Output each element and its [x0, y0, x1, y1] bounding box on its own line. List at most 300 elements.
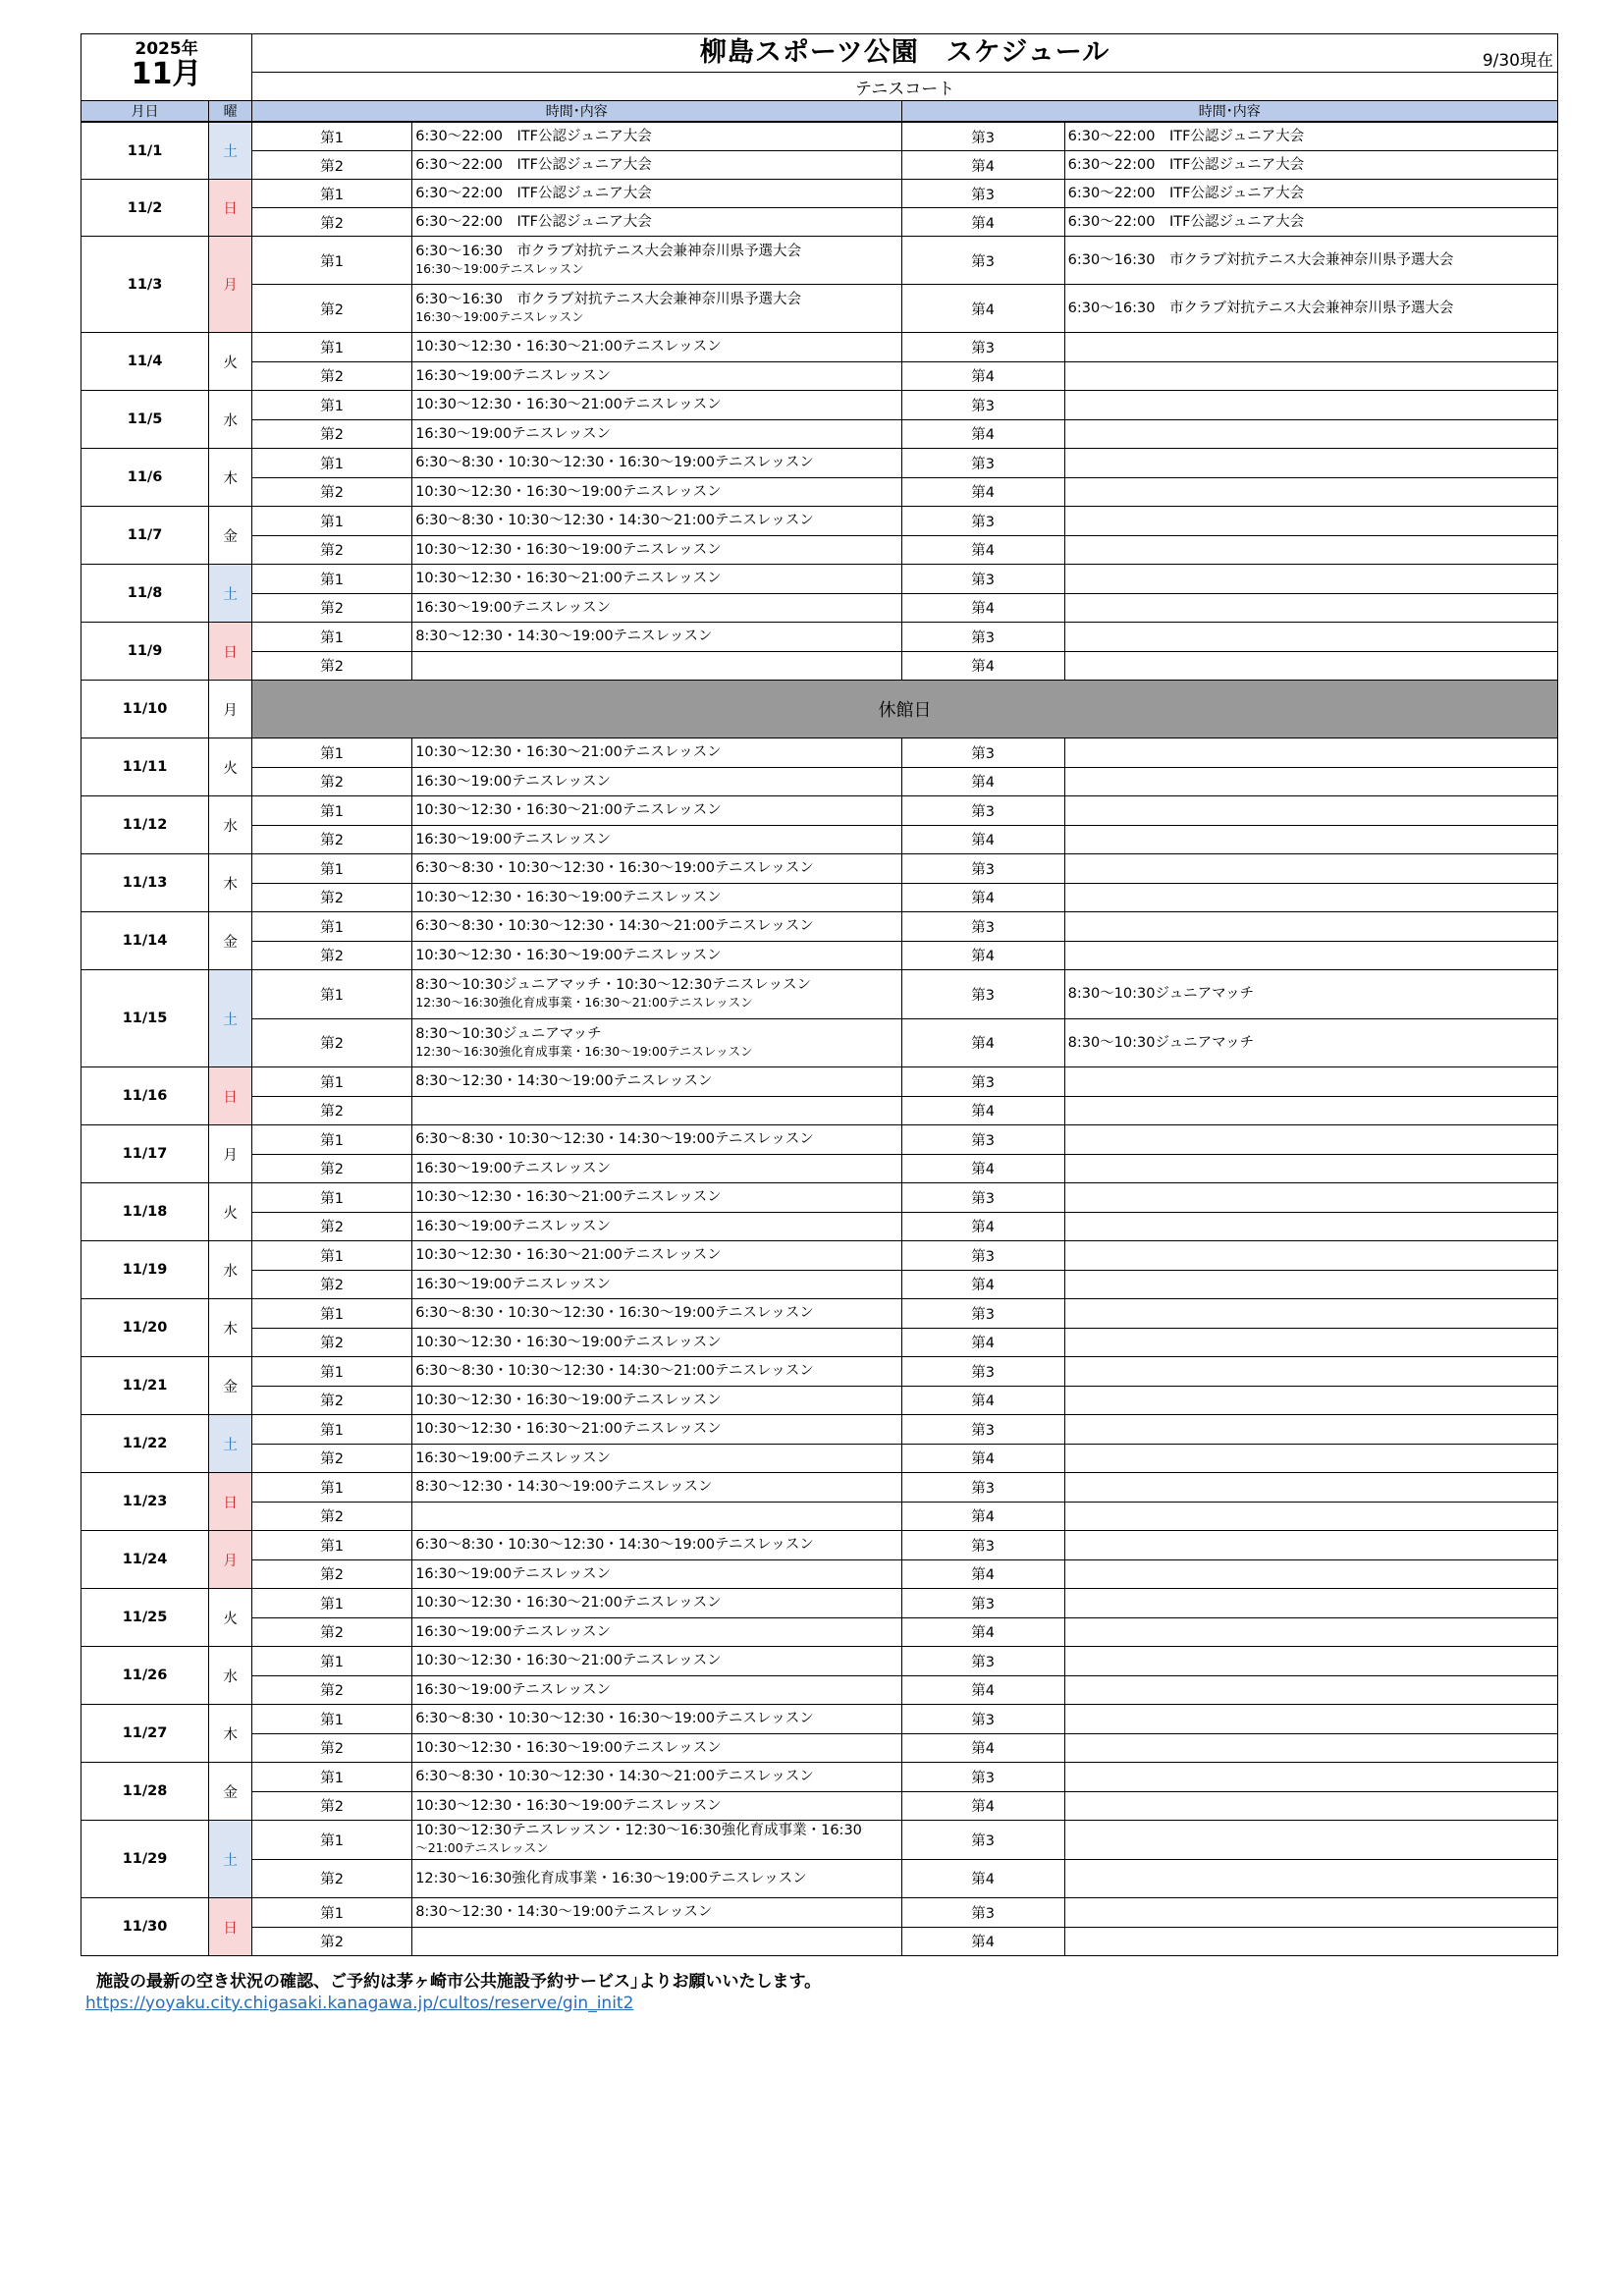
schedule-text: 16:30～19:00テニスレッスン — [415, 1160, 612, 1176]
court-schedule — [1064, 1559, 1557, 1589]
court-schedule — [1064, 1357, 1557, 1387]
schedule-text: 8:30～10:30ジュニアマッチ — [1067, 1034, 1255, 1051]
schedule-row — [81, 449, 1558, 478]
schedule-row — [81, 1357, 1558, 1387]
court-label: 第4 — [901, 535, 1064, 565]
court-label: 第3 — [901, 449, 1064, 478]
court-schedule — [1064, 623, 1557, 652]
court-schedule — [412, 825, 901, 854]
schedule-table — [81, 122, 1558, 1956]
court-schedule — [412, 623, 901, 652]
schedule-text: 10:30～12:30・16:30～21:00テニスレッスン — [415, 1247, 722, 1264]
schedule-text: 8:30～10:30ジュニアマッチ — [415, 1025, 602, 1042]
court-label: 第3 — [901, 738, 1064, 768]
court-schedule — [412, 1357, 901, 1387]
court-schedule — [1064, 825, 1557, 854]
court-label: 第4 — [901, 1675, 1064, 1705]
court-schedule — [1064, 419, 1557, 449]
year-label: 2025年 — [135, 39, 198, 59]
court-label: 第3 — [901, 1125, 1064, 1155]
schedule-text: 10:30～12:30・16:30～21:00テニスレッスン — [415, 339, 722, 355]
schedule-row — [81, 1270, 1558, 1299]
weekday-cell: 月 — [209, 237, 252, 333]
weekday-cell: 木 — [209, 449, 252, 507]
court-label: 第1 — [252, 854, 412, 884]
court-label: 第4 — [901, 1444, 1064, 1473]
court-label: 第4 — [901, 883, 1064, 912]
schedule-text: 16:30～19:00テニスレッスン — [415, 1449, 612, 1466]
court-label: 第1 — [252, 1357, 412, 1387]
court-label: 第1 — [252, 912, 412, 942]
court-schedule — [1064, 1241, 1557, 1271]
court-label: 第1 — [252, 507, 412, 536]
schedule-text: 16:30～19:00テニスレッスン — [415, 425, 612, 442]
closed-day-row — [81, 681, 1558, 738]
court-schedule — [412, 285, 901, 333]
date-cell: 11/26 — [81, 1647, 209, 1705]
schedule-text: 16:30～19:00テニスレッスン — [415, 1681, 612, 1698]
schedule-row — [81, 180, 1558, 208]
court-label: 第2 — [252, 1502, 412, 1531]
schedule-text: 10:30～12:30・16:30～19:00テニスレッスン — [415, 541, 722, 558]
court-label: 第1 — [252, 391, 412, 420]
schedule-row — [81, 1705, 1558, 1734]
court-schedule — [1064, 1763, 1557, 1792]
court-schedule — [412, 767, 901, 796]
court-schedule — [412, 593, 901, 623]
court-label: 第2 — [252, 1328, 412, 1357]
schedule-text: 16:30～19:00テニスレッスン — [415, 599, 612, 616]
court-schedule — [1064, 123, 1557, 151]
date-cell: 11/11 — [81, 738, 209, 796]
court-label: 第4 — [901, 1270, 1064, 1299]
court-schedule — [412, 1559, 901, 1589]
court-label: 第4 — [901, 1328, 1064, 1357]
schedule-row — [81, 1898, 1558, 1928]
court-label: 第2 — [252, 1733, 412, 1763]
schedule-text: 10:30～12:30・16:30～19:00テニスレッスン — [415, 1739, 722, 1756]
court-label: 第4 — [901, 825, 1064, 854]
schedule-text: 6:30～8:30・10:30～12:30・14:30～21:00テニスレッスン — [415, 1769, 814, 1785]
court-schedule — [1064, 1647, 1557, 1676]
court-label: 第4 — [901, 151, 1064, 180]
court-label: 第2 — [252, 1212, 412, 1241]
month-label: 11月 — [131, 57, 202, 91]
court-schedule — [412, 1647, 901, 1676]
date-cell: 11/18 — [81, 1183, 209, 1241]
court-label: 第4 — [901, 1502, 1064, 1531]
schedule-text: 10:30～12:30・16:30～21:00テニスレッスン — [415, 1189, 722, 1206]
date-cell: 11/30 — [81, 1898, 209, 1956]
schedule-text: 10:30～12:30テニスレッスン・12:30～16:30強化育成事業・16:30 — [415, 1823, 862, 1839]
court-schedule — [412, 1859, 901, 1898]
column-header-date: 月日 — [81, 101, 209, 122]
court-label: 第2 — [252, 1270, 412, 1299]
court-label: 第3 — [901, 565, 1064, 594]
court-schedule — [1064, 1733, 1557, 1763]
court-schedule — [1064, 1502, 1557, 1531]
court-schedule — [412, 1328, 901, 1357]
weekday-cell: 日 — [209, 1067, 252, 1125]
court-label: 第2 — [252, 208, 412, 237]
schedule-row — [81, 1859, 1558, 1898]
court-schedule — [1064, 796, 1557, 826]
court-label: 第3 — [901, 123, 1064, 151]
court-label: 第1 — [252, 123, 412, 151]
court-label: 第3 — [901, 970, 1064, 1019]
court-label: 第2 — [252, 1154, 412, 1183]
date-cell: 11/8 — [81, 565, 209, 623]
court-label: 第1 — [252, 1531, 412, 1560]
court-schedule — [412, 1473, 901, 1503]
weekday-cell: 日 — [209, 1898, 252, 1956]
date-cell: 11/7 — [81, 507, 209, 565]
court-schedule — [1064, 1270, 1557, 1299]
column-header-row — [81, 101, 1558, 122]
schedule-text: 10:30～12:30・16:30～21:00テニスレッスン — [415, 397, 722, 413]
court-label: 第2 — [252, 1927, 412, 1956]
schedule-text: 8:30～12:30・14:30～19:00テニスレッスン — [415, 1904, 713, 1921]
court-schedule — [1064, 285, 1557, 333]
court-label: 第1 — [252, 1705, 412, 1734]
court-schedule — [1064, 151, 1557, 180]
schedule-text: 6:30～8:30・10:30～12:30・14:30～21:00テニスレッスン — [415, 1363, 814, 1380]
date-cell: 11/1 — [81, 123, 209, 180]
court-label: 第1 — [252, 1067, 412, 1097]
court-schedule — [412, 854, 901, 884]
schedule-text: 10:30～12:30・16:30～21:00テニスレッスン — [415, 1595, 722, 1612]
court-schedule — [412, 1675, 901, 1705]
court-schedule — [412, 912, 901, 942]
schedule-row — [81, 1675, 1558, 1705]
court-label: 第2 — [252, 1444, 412, 1473]
reservation-link[interactable]: https://yoyaku.city.chigasaki.kanagawa.jp/cultos/reserve/gin_init2 — [85, 1994, 634, 2013]
court-label: 第2 — [252, 151, 412, 180]
schedule-text: 16:30～19:00テニスレッスン — [415, 367, 612, 384]
schedule-text: 6:30～22:00 ITF公認ジュニア大会 — [1067, 129, 1305, 144]
weekday-cell: 木 — [209, 1705, 252, 1763]
schedule-text: 16:30～19:00テニスレッスン — [415, 831, 612, 847]
court-schedule — [412, 651, 901, 681]
weekday-cell: 金 — [209, 1357, 252, 1415]
court-schedule — [412, 1125, 901, 1155]
court-schedule — [1064, 883, 1557, 912]
court-schedule — [1064, 1444, 1557, 1473]
court-schedule — [412, 1444, 901, 1473]
court-schedule — [412, 1531, 901, 1560]
schedule-row — [81, 1241, 1558, 1271]
schedule-row — [81, 1212, 1558, 1241]
court-schedule — [412, 1927, 901, 1956]
court-schedule — [1064, 1096, 1557, 1125]
schedule-row — [81, 623, 1558, 652]
court-schedule — [1064, 208, 1557, 237]
court-schedule — [1064, 970, 1557, 1019]
court-label: 第3 — [901, 1898, 1064, 1928]
court-schedule — [412, 1705, 901, 1734]
court-schedule — [1064, 565, 1557, 594]
court-label: 第1 — [252, 1821, 412, 1860]
court-schedule — [1064, 1154, 1557, 1183]
court-label: 第2 — [252, 593, 412, 623]
court-label: 第3 — [901, 912, 1064, 942]
court-label: 第2 — [252, 285, 412, 333]
schedule-row — [81, 796, 1558, 826]
schedule-row — [81, 854, 1558, 884]
schedule-text: 16:30～19:00テニスレッスン — [415, 1623, 612, 1640]
date-cell: 11/2 — [81, 180, 209, 237]
weekday-cell: 火 — [209, 333, 252, 391]
court-label: 第1 — [252, 738, 412, 768]
schedule-text: 8:30～12:30・14:30～19:00テニスレッスン — [415, 1479, 713, 1496]
weekday-cell: 水 — [209, 1647, 252, 1705]
schedule-row — [81, 1763, 1558, 1792]
court-label: 第1 — [252, 1415, 412, 1445]
court-schedule — [1064, 1927, 1557, 1956]
court-schedule — [1064, 1067, 1557, 1097]
column-header-content-right: 時間･内容 — [901, 101, 1557, 122]
schedule-text: 6:30～8:30・10:30～12:30・14:30～21:00テニスレッスン — [415, 513, 814, 529]
month-cell — [81, 34, 252, 101]
schedule-row — [81, 1183, 1558, 1213]
date-cell: 11/22 — [81, 1415, 209, 1473]
date-cell: 11/13 — [81, 854, 209, 912]
court-schedule — [1064, 1821, 1557, 1860]
schedule-text: 6:30～8:30・10:30～12:30・14:30～21:00テニスレッスン — [415, 918, 814, 935]
court-schedule — [412, 1733, 901, 1763]
date-cell: 11/27 — [81, 1705, 209, 1763]
court-label: 第3 — [901, 1357, 1064, 1387]
court-schedule — [412, 1763, 901, 1792]
court-schedule — [1064, 391, 1557, 420]
date-cell: 11/15 — [81, 970, 209, 1067]
court-label: 第2 — [252, 419, 412, 449]
date-cell: 11/19 — [81, 1241, 209, 1299]
court-label: 第1 — [252, 180, 412, 208]
date-cell: 11/21 — [81, 1357, 209, 1415]
court-schedule — [1064, 767, 1557, 796]
court-label: 第2 — [252, 1859, 412, 1898]
schedule-row — [81, 593, 1558, 623]
schedule-sheet — [81, 33, 1558, 1956]
date-cell: 11/14 — [81, 912, 209, 970]
schedule-row — [81, 1647, 1558, 1676]
weekday-cell: 月 — [209, 681, 252, 738]
court-schedule — [412, 1898, 901, 1928]
weekday-cell: 金 — [209, 507, 252, 565]
weekday-cell: 金 — [209, 1763, 252, 1821]
weekday-cell: 土 — [209, 565, 252, 623]
date-cell: 11/3 — [81, 237, 209, 333]
schedule-text: 6:30～8:30・10:30～12:30・14:30～19:00テニスレッスン — [415, 1537, 814, 1554]
court-label: 第3 — [901, 1299, 1064, 1329]
court-schedule — [412, 333, 901, 362]
schedule-row — [81, 1154, 1558, 1183]
schedule-text: 16:30～19:00テニスレッスン — [415, 773, 612, 790]
schedule-row — [81, 208, 1558, 237]
weekday-cell: 木 — [209, 854, 252, 912]
schedule-text: 6:30～22:00 ITF公認ジュニア大会 — [415, 214, 652, 230]
court-label: 第3 — [901, 1183, 1064, 1213]
date-cell: 11/28 — [81, 1763, 209, 1821]
schedule-row — [81, 1096, 1558, 1125]
court-schedule — [412, 449, 901, 478]
court-label: 第4 — [901, 1617, 1064, 1647]
court-label: 第4 — [901, 767, 1064, 796]
page-title: 柳島スポーツ公園 スケジュール — [699, 37, 1110, 68]
court-schedule — [412, 151, 901, 180]
court-schedule — [1064, 1386, 1557, 1415]
court-schedule — [1064, 237, 1557, 285]
court-schedule — [1064, 912, 1557, 942]
court-label: 第3 — [901, 1763, 1064, 1792]
court-label: 第2 — [252, 477, 412, 507]
court-label: 第3 — [901, 333, 1064, 362]
court-label: 第1 — [252, 1589, 412, 1618]
court-label: 第2 — [252, 1617, 412, 1647]
court-schedule — [1064, 1859, 1557, 1898]
court-schedule — [412, 1617, 901, 1647]
court-schedule — [1064, 361, 1557, 391]
court-label: 第3 — [901, 623, 1064, 652]
court-label: 第4 — [901, 651, 1064, 681]
weekday-cell: 金 — [209, 912, 252, 970]
court-label: 第1 — [252, 1647, 412, 1676]
court-label: 第4 — [901, 1212, 1064, 1241]
date-cell: 11/23 — [81, 1473, 209, 1531]
court-schedule — [412, 1067, 901, 1097]
court-label: 第1 — [252, 1763, 412, 1792]
court-label: 第3 — [901, 1531, 1064, 1560]
court-label: 第4 — [901, 1018, 1064, 1067]
court-schedule — [1064, 449, 1557, 478]
schedule-text: 8:30～12:30・14:30～19:00テニスレッスン — [415, 1073, 713, 1090]
court-label: 第2 — [252, 1096, 412, 1125]
schedule-row — [81, 361, 1558, 391]
schedule-row — [81, 1617, 1558, 1647]
weekday-cell: 土 — [209, 123, 252, 180]
schedule-text: ～21:00テニスレッスン — [415, 1840, 549, 1856]
schedule-row — [81, 1821, 1558, 1860]
court-label: 第4 — [901, 1559, 1064, 1589]
court-label: 第1 — [252, 1299, 412, 1329]
weekday-cell: 水 — [209, 796, 252, 854]
court-label: 第2 — [252, 651, 412, 681]
court-label: 第1 — [252, 623, 412, 652]
court-label: 第4 — [901, 1154, 1064, 1183]
schedule-row — [81, 1299, 1558, 1329]
schedule-row — [81, 1589, 1558, 1618]
court-schedule — [1064, 593, 1557, 623]
court-schedule — [1064, 1018, 1557, 1067]
schedule-row — [81, 651, 1558, 681]
court-schedule — [412, 1791, 901, 1821]
schedule-row — [81, 970, 1558, 1019]
schedule-text: 6:30～16:30 市クラブ対抗テニス大会兼神奈川県予選大会 — [415, 244, 801, 259]
court-label: 第3 — [901, 507, 1064, 536]
schedule-row — [81, 1444, 1558, 1473]
court-label: 第3 — [901, 391, 1064, 420]
date-cell: 11/20 — [81, 1299, 209, 1357]
weekday-cell: 火 — [209, 738, 252, 796]
court-label: 第3 — [901, 1705, 1064, 1734]
court-schedule — [1064, 1898, 1557, 1928]
date-cell: 11/5 — [81, 391, 209, 449]
date-cell: 11/17 — [81, 1125, 209, 1183]
schedule-text: 6:30～8:30・10:30～12:30・16:30～19:00テニスレッスン — [415, 860, 814, 877]
schedule-row — [81, 1733, 1558, 1763]
court-schedule — [1064, 535, 1557, 565]
court-schedule — [412, 1386, 901, 1415]
schedule-text: 10:30～12:30・16:30～19:00テニスレッスン — [415, 1392, 722, 1408]
weekday-cell: 水 — [209, 1241, 252, 1299]
court-label: 第3 — [901, 854, 1064, 884]
date-cell: 11/25 — [81, 1589, 209, 1647]
court-schedule — [412, 970, 901, 1019]
schedule-row — [81, 1531, 1558, 1560]
schedule-row — [81, 565, 1558, 594]
schedule-row — [81, 767, 1558, 796]
court-schedule — [412, 1589, 901, 1618]
court-schedule — [1064, 1705, 1557, 1734]
court-schedule — [412, 1241, 901, 1271]
schedule-header — [81, 33, 1558, 122]
schedule-text: 6:30～8:30・10:30～12:30・16:30～19:00テニスレッスン — [415, 1711, 814, 1727]
court-schedule — [412, 1821, 901, 1860]
court-label: 第4 — [901, 593, 1064, 623]
schedule-text: 16:30～19:00テニスレッスン — [415, 261, 584, 276]
schedule-row — [81, 941, 1558, 970]
schedule-row — [81, 1067, 1558, 1097]
schedule-text: 6:30～22:00 ITF公認ジュニア大会 — [415, 129, 652, 144]
schedule-row — [81, 237, 1558, 285]
schedule-text: 16:30～19:00テニスレッスン — [415, 309, 584, 324]
schedule-row — [81, 507, 1558, 536]
schedule-row — [81, 477, 1558, 507]
court-schedule — [412, 208, 901, 237]
schedule-text: 8:30～10:30ジュニアマッチ — [1067, 986, 1255, 1003]
court-schedule — [412, 419, 901, 449]
schedule-text: 6:30～8:30・10:30～12:30・14:30～19:00テニスレッスン — [415, 1131, 814, 1148]
schedule-row — [81, 419, 1558, 449]
schedule-row — [81, 883, 1558, 912]
schedule-text: 6:30～16:30 市クラブ対抗テニス大会兼神奈川県予選大会 — [1067, 252, 1454, 268]
schedule-row — [81, 535, 1558, 565]
schedule-row — [81, 1791, 1558, 1821]
schedule-row — [81, 123, 1558, 151]
schedule-text: 10:30～12:30・16:30～21:00テニスレッスン — [415, 1421, 722, 1438]
schedule-text: 8:30～10:30ジュニアマッチ・10:30～12:30テニスレッスン — [415, 977, 812, 994]
schedule-text: 6:30～22:00 ITF公認ジュニア大会 — [1067, 157, 1305, 173]
schedule-text: 12:30～16:30強化育成事業・16:30～19:00テニスレッスン — [415, 1043, 753, 1059]
schedule-text: 16:30～19:00テニスレッスン — [415, 1565, 612, 1582]
schedule-row — [81, 1415, 1558, 1445]
schedule-text: 6:30～8:30・10:30～12:30・16:30～19:00テニスレッスン — [415, 455, 814, 471]
court-schedule — [412, 123, 901, 151]
court-schedule — [1064, 1473, 1557, 1503]
court-label: 第3 — [901, 1647, 1064, 1676]
court-schedule — [412, 180, 901, 208]
court-schedule — [1064, 1299, 1557, 1329]
schedule-text: 16:30～19:00テニスレッスン — [415, 1218, 612, 1234]
court-schedule — [1064, 1415, 1557, 1445]
court-schedule — [412, 507, 901, 536]
schedule-row — [81, 1386, 1558, 1415]
court-label: 第2 — [252, 767, 412, 796]
court-label: 第2 — [252, 883, 412, 912]
as-of-date: 9/30現在 — [1482, 51, 1553, 71]
schedule-text: 10:30～12:30・16:30～19:00テニスレッスン — [415, 1797, 722, 1814]
